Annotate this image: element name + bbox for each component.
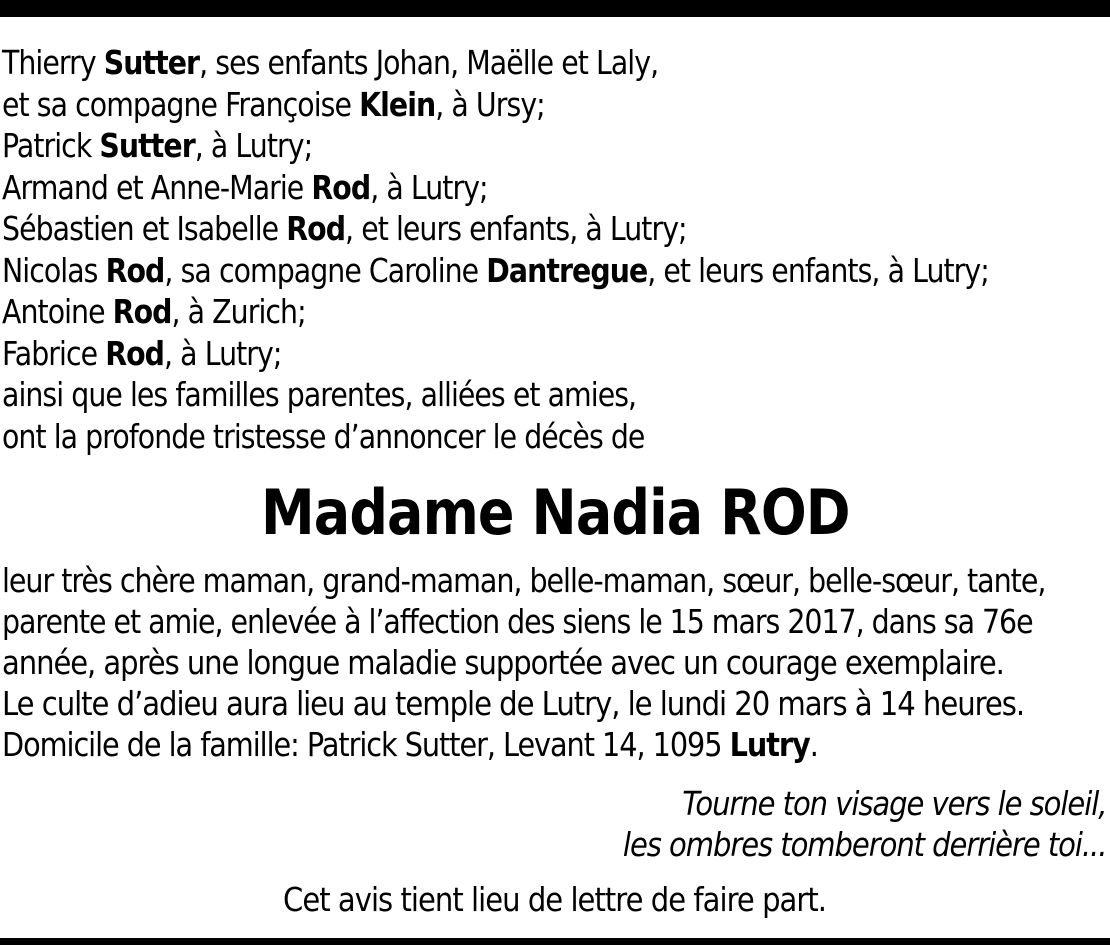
family-list bbox=[2, 42, 989, 457]
family-line: Fabrice Rod, à Lutry; bbox=[2, 333, 282, 373]
family-line: ont la profonde tristesse d’annoncer le décès de bbox=[2, 416, 645, 456]
announcement-body bbox=[2, 560, 1110, 765]
verse-quote bbox=[557, 783, 1106, 865]
verse-line: les ombres tomberont derrière toi... bbox=[622, 825, 1106, 864]
family-line: ainsi que les familles parentes, alliées et amies, bbox=[2, 375, 637, 414]
family-line: Patrick Sutter, à Lutry; bbox=[2, 126, 313, 165]
bottom-border-rule bbox=[0, 938, 1110, 945]
body-line: année, après une longue maladie supportée avec un courage exemplaire. bbox=[2, 643, 1004, 682]
body-line: leur très chère maman, grand-maman, belle-maman, sœur, belle-sœur, tante, bbox=[2, 561, 1046, 600]
family-line: et sa compagne Françoise Klein, à Ursy; bbox=[2, 84, 545, 124]
closing-note: Cet avis tient lieu de lettre de faire part. bbox=[283, 880, 827, 919]
body-line: parente et amie, enlevée à l’affection des siens le 15 mars 2017, dans sa 76e bbox=[2, 602, 1033, 641]
family-line: Nicolas Rod, sa compagne Caroline Dantregue, et leurs enfants, à Lutry; bbox=[2, 250, 989, 290]
domicile-line: Domicile de la famille: Patrick Sutter, Levant 14, 1095 Lutry. bbox=[2, 725, 818, 764]
family-line: Armand et Anne-Marie Rod, à Lutry; bbox=[2, 167, 488, 207]
deceased-name-heading: Madame Nadia ROD bbox=[260, 476, 850, 549]
family-line: Thierry Sutter, ses enfants Johan, Maëlle et Laly, bbox=[2, 43, 659, 82]
body-line: Le culte d’adieu aura lieu au temple de Lutry, le lundi 20 mars à 14 heures. bbox=[2, 684, 1025, 723]
family-line: Sébastien et Isabelle Rod, et leurs enfants, à Lutry; bbox=[2, 209, 687, 248]
verse-line: Tourne ton visage vers le soleil, bbox=[681, 784, 1106, 823]
top-border-rule bbox=[0, 0, 1110, 17]
family-line: Antoine Rod, à Zurich; bbox=[2, 292, 306, 331]
